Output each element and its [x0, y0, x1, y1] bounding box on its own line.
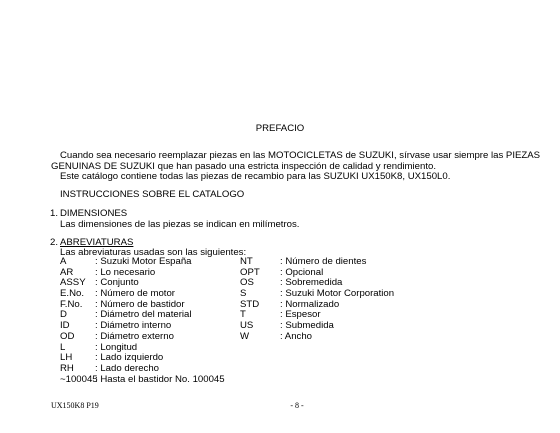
abbreviation-meaning: : Lo necesario — [95, 266, 156, 278]
abbreviation-code: W — [240, 330, 250, 342]
abbreviation-meaning: : Diámetro del material — [95, 309, 192, 321]
abbreviation-meaning: : Diámetro interno — [95, 320, 172, 332]
abbreviation-meaning: : Número de bastidor — [95, 298, 185, 310]
footer-page-number: - 8 - — [290, 401, 304, 410]
page-title: PREFACIO — [255, 123, 305, 134]
abbreviation-code: NT — [240, 256, 253, 267]
abbreviation-code: STD — [240, 298, 260, 310]
abbreviation-meaning: : Número de dientes — [280, 256, 367, 267]
section-1-heading: DIMENSIONES — [60, 208, 128, 219]
abbreviation-meaning: : Conjunto — [95, 277, 139, 289]
abbreviation-code: RH — [60, 362, 74, 374]
intro-line-1: Cuando sea necesario reemplazar piezas en las MOTOCICLETAS de SUZUKI, sírvase usar siempre las PIEZAS — [60, 150, 541, 161]
abbreviation-meaning: : Lado derecho — [95, 362, 160, 374]
footer-model-code: UX150K8 P19 — [51, 401, 99, 410]
abbreviation-code: AR — [60, 266, 74, 278]
section-1-text: Las dimensiones de las piezas se indican en milímetros. — [60, 219, 300, 230]
section-2-intro: Las abreviaturas usadas son las siguientes: — [60, 247, 247, 258]
abbreviation-code: S — [240, 288, 247, 300]
abbreviation-code: T — [240, 309, 246, 321]
abbreviation-code: US — [240, 320, 254, 332]
abbreviation-meaning: : Normalizado — [280, 298, 340, 310]
abbreviation-meaning: : Longitud — [95, 341, 138, 353]
abbreviation-code: ASSY — [60, 277, 86, 289]
abbreviation-meaning: : Suzuki Motor Corporation — [280, 288, 395, 300]
abbreviation-code: OD — [60, 330, 75, 342]
abbreviation-meaning: : Ancho — [280, 330, 313, 342]
instructions-heading: INSTRUCCIONES SOBRE EL CATALOGO — [60, 189, 245, 200]
abbreviation-code: A — [60, 256, 67, 267]
abbreviation-code: ~100045 — [60, 373, 98, 385]
abbreviation-meaning: : Diámetro externo — [95, 330, 174, 342]
abbreviation-code: OS — [240, 277, 254, 289]
abbreviation-meaning: : Espesor — [280, 309, 321, 321]
abbreviation-meaning: : Hasta el bastidor No. 100045 — [95, 373, 225, 385]
section-2-number: 2. — [50, 237, 59, 248]
abbreviation-code: F.No. — [60, 298, 83, 310]
abbreviation-code: OPT — [240, 266, 260, 278]
abbreviation-meaning: : Submedida — [280, 320, 334, 332]
abbreviation-meaning: : Opcional — [280, 266, 324, 278]
section-2-heading: ABREVIATURAS — [60, 237, 134, 248]
abbreviation-code: D — [60, 309, 67, 321]
abbreviation-code: ID — [60, 320, 70, 332]
section-1-number: 1. — [50, 208, 59, 219]
abbreviation-code: LH — [60, 352, 73, 364]
abbreviation-meaning: : Número de motor — [95, 288, 175, 300]
abbreviation-meaning: : Lado izquierdo — [95, 352, 164, 364]
intro-line-2: GENUINAS DE SUZUKI que han pasado una estricta inspección de calidad y rendimiento. — [51, 161, 437, 172]
abbreviation-meaning: : Suzuki Motor España — [95, 256, 192, 267]
intro-line-3: Este catálogo contiene todas las piezas de recambio para las SUZUKI UX150K8, UX150L0. — [60, 171, 451, 182]
abbreviation-code: E.No. — [60, 288, 84, 300]
abbreviation-meaning: : Sobremedida — [280, 277, 343, 289]
abbreviation-code: L — [60, 341, 66, 353]
